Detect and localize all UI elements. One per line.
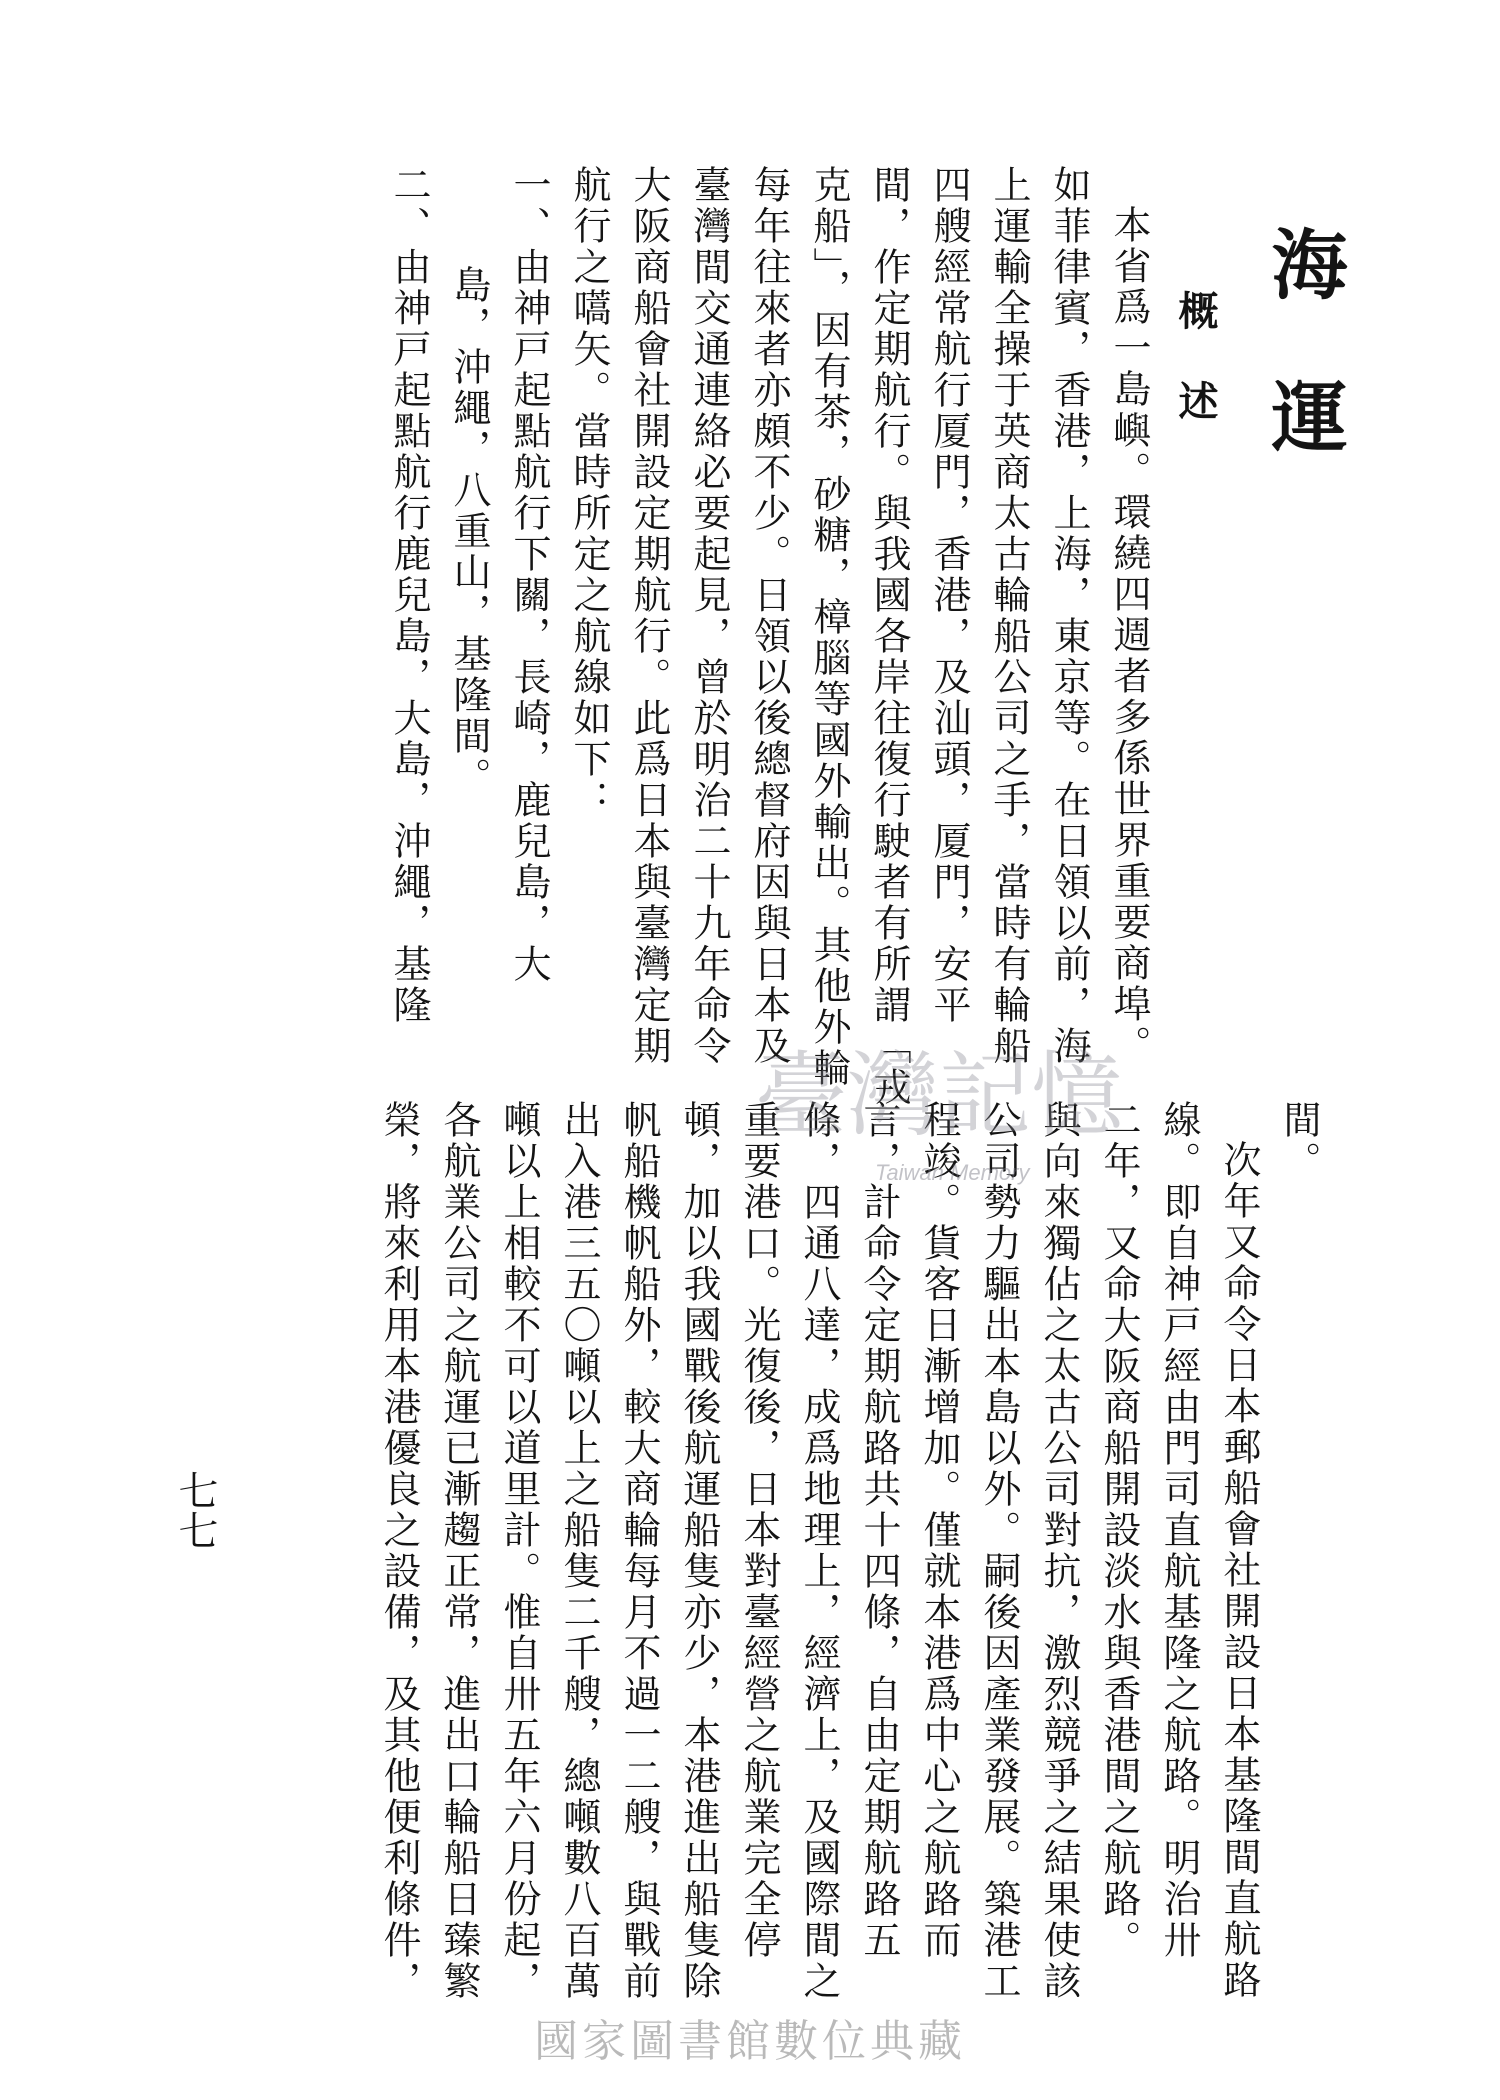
text-column: 次年又命令日本郵船會社開設日本基隆間直航路 [1217,1140,1261,2001]
text-column: 間，作定期航行。與我國各岸往復行駛者有所謂「戎 [867,165,911,1108]
text-column: 條，四通八達，成爲地理上，經濟上，及國際間之 [797,1100,841,2002]
text-column: 重要港口。光復後，日本對臺經營之航業完全停 [737,1100,781,1961]
page-number: 七七 [172,1470,218,1550]
watermark [755,1042,1215,1190]
text-column: 克船」，因有茶，砂糖，樟腦等國外輸出。其他外輪 [807,165,851,1089]
text-column: 航行之嚆矢。當時所定之航線如下： [567,165,611,821]
text-column: 如菲律賓，香港，上海，東京等。在日領以前，海 [1047,165,1091,1067]
text-column: 本省爲一島嶼。環繞四週者多係世界重要商埠。 [1107,205,1151,1066]
text-column: 臺灣間交通連絡必要起見，曾於明治二十九年命令 [687,165,731,1067]
text-column: 程竣。貨客日漸增加。僅就本港爲中心之航路而 [917,1100,961,1961]
footer-credit: 國家圖書館數位典藏 [534,2016,966,2067]
text-column: 言，計命令定期航路共十四條，自由定期航路五 [857,1100,901,1961]
text-column: 各航業公司之航運已漸趨正常，進出口輪船日臻繁 [437,1100,481,2002]
list-item: 二、由神戸起點航行鹿兒島，大島，沖繩，基隆 [387,165,431,1026]
text-column: 與向來獨佔之太古公司對抗，激烈競爭之結果使該 [1037,1100,1081,2002]
watermark-english-text: Taiwan Memory [875,1160,1030,1185]
text-column: 二年，又命大阪商船開設淡水與香港間之航路。 [1097,1100,1141,1961]
text-column: 每年往來者亦頗不少。日領以後總督府因與日本及 [747,165,791,1067]
text-column: 間。 [1277,1100,1321,1182]
text-column: 出入港三五〇噸以上之船隻二千艘，總噸數八百萬 [557,1100,601,2002]
section-heading: 概述 [1172,290,1219,470]
text-column: 公司勢力驅出本島以外。嗣後因產業發展。築港工 [977,1100,1021,2002]
text-column: 上運輸全操于英商太古輪船公司之手，當時有輪船 [987,165,1031,1067]
text-column: 四艘經常航行厦門，香港，及汕頭，厦門，安平 [927,165,971,1026]
watermark-logo-text: 臺灣記憶 [755,1042,1124,1149]
text-column: 線。即自神戸經由門司直航基隆之航路。明治卅 [1157,1100,1201,1961]
list-item: 一、由神戸起點航行下關，長崎，鹿兒島，大 [507,165,551,985]
page-title: 海 運 [1259,225,1348,453]
text-column: 噸以上相較不可以道里計。惟自卅五年六月份起， [497,1100,541,2002]
text-column: 榮，將來利用本港優良之設備，及其他便利條件， [377,1100,421,2002]
text-column: 頓，加以我國戰後航運船隻亦少，本港進出船隻除 [677,1100,721,2002]
text-column: 大阪商船會社開設定期航行。此爲日本與臺灣定期 [627,165,671,1067]
list-item-continuation: 島，沖繩，八重山，基隆間。 [447,265,491,798]
text-column: 帆船機帆船外，較大商輪每月不過一二艘，與戰前 [617,1100,661,2002]
